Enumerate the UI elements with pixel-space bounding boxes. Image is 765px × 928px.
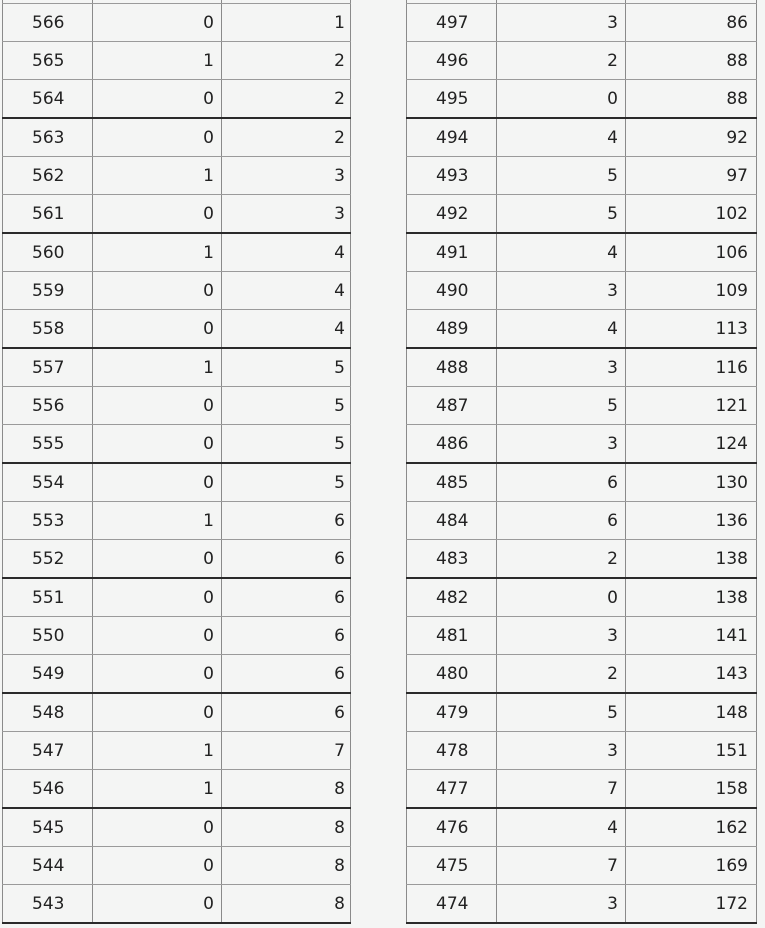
row-number-cell: 552 — [3, 540, 93, 579]
table-row — [3, 4, 351, 42]
cumulative-total-cell: 169 — [626, 847, 757, 885]
row-number-cell: 564 — [3, 80, 93, 119]
table-row — [407, 885, 757, 924]
row-number-cell: 556 — [3, 387, 93, 425]
table-row — [407, 310, 757, 349]
cumulative-total-cell: 138 — [626, 540, 757, 579]
count-cell: 2 — [497, 540, 626, 579]
count-cell: 4 — [497, 233, 626, 272]
cumulative-total-cell: 88 — [626, 42, 757, 80]
cumulative-total-cell: 2 — [222, 118, 351, 157]
count-cell: 6 — [497, 502, 626, 540]
cumulative-total-cell: 109 — [626, 272, 757, 310]
cumulative-total-cell: 130 — [626, 463, 757, 502]
count-cell: 1 — [93, 348, 222, 387]
row-number-cell: 484 — [407, 502, 497, 540]
cumulative-total-cell: 3 — [222, 195, 351, 234]
cumulative-total-cell: 1 — [222, 4, 351, 42]
row-number-cell: 548 — [3, 693, 93, 732]
count-cell: 1 — [93, 502, 222, 540]
count-cell: 1 — [93, 233, 222, 272]
cumulative-total-cell: 121 — [626, 387, 757, 425]
count-cell: 0 — [93, 578, 222, 617]
table-row — [407, 425, 757, 464]
row-number-cell: 479 — [407, 693, 497, 732]
cumulative-total-cell: 5 — [222, 348, 351, 387]
table-row — [407, 808, 757, 847]
count-cell: 0 — [93, 118, 222, 157]
row-number-cell: 549 — [3, 655, 93, 694]
count-cell: 0 — [93, 310, 222, 349]
row-number-cell: 563 — [3, 118, 93, 157]
row-number-cell: 546 — [3, 770, 93, 809]
cumulative-total-cell: 86 — [626, 4, 757, 42]
row-number-cell: 491 — [407, 233, 497, 272]
cumulative-total-cell: 141 — [626, 617, 757, 655]
cumulative-total-cell: 158 — [626, 770, 757, 809]
count-cell: 7 — [497, 770, 626, 809]
cumulative-total-cell: 7 — [222, 732, 351, 770]
table-row — [407, 42, 757, 80]
table-row — [407, 540, 757, 579]
table-row — [407, 655, 757, 694]
count-cell: 0 — [93, 272, 222, 310]
count-cell: 0 — [93, 425, 222, 464]
count-cell: 0 — [93, 693, 222, 732]
table-row — [407, 463, 757, 502]
cumulative-total-cell: 5 — [222, 387, 351, 425]
row-number-cell: 566 — [3, 4, 93, 42]
table-row — [407, 348, 757, 387]
cumulative-total-cell: 5 — [222, 425, 351, 464]
cumulative-total-cell: 143 — [626, 655, 757, 694]
table-row — [3, 310, 351, 349]
count-cell: 0 — [497, 80, 626, 119]
cumulative-total-cell: 138 — [626, 578, 757, 617]
row-number-cell: 481 — [407, 617, 497, 655]
count-cell: 2 — [497, 42, 626, 80]
table-row — [407, 617, 757, 655]
cumulative-total-cell: 92 — [626, 118, 757, 157]
table-row — [407, 195, 757, 234]
left-data-table — [2, 0, 351, 924]
row-number-cell: 497 — [407, 4, 497, 42]
cumulative-total-cell: 136 — [626, 502, 757, 540]
row-number-cell: 490 — [407, 272, 497, 310]
row-number-cell: 476 — [407, 808, 497, 847]
count-cell: 5 — [497, 195, 626, 234]
row-number-cell: 553 — [3, 502, 93, 540]
table-row — [3, 885, 351, 924]
table-row — [3, 808, 351, 847]
cumulative-total-cell: 2 — [222, 80, 351, 119]
table-row — [407, 732, 757, 770]
table-row — [3, 502, 351, 540]
cumulative-total-cell: 113 — [626, 310, 757, 349]
table-row — [407, 693, 757, 732]
cumulative-total-cell: 8 — [222, 885, 351, 924]
count-cell: 0 — [93, 847, 222, 885]
cumulative-total-cell: 172 — [626, 885, 757, 924]
left-table-body — [3, 0, 351, 923]
right-table-body — [407, 0, 757, 923]
row-number-cell: 487 — [407, 387, 497, 425]
cumulative-total-cell: 3 — [222, 157, 351, 195]
row-number-cell: 554 — [3, 463, 93, 502]
table-row — [3, 693, 351, 732]
table-row — [3, 118, 351, 157]
count-cell: 0 — [93, 885, 222, 924]
row-number-cell: 551 — [3, 578, 93, 617]
count-cell: 7 — [497, 847, 626, 885]
count-cell: 6 — [497, 463, 626, 502]
row-number-cell: 475 — [407, 847, 497, 885]
table-row — [3, 272, 351, 310]
row-number-cell: 480 — [407, 655, 497, 694]
row-number-cell: 545 — [3, 808, 93, 847]
count-cell: 3 — [497, 732, 626, 770]
count-cell: 1 — [93, 42, 222, 80]
table-row — [407, 847, 757, 885]
table-row — [3, 387, 351, 425]
table-row — [3, 463, 351, 502]
count-cell: 0 — [93, 655, 222, 694]
cumulative-total-cell: 97 — [626, 157, 757, 195]
table-row — [407, 80, 757, 119]
cumulative-total-cell: 8 — [222, 808, 351, 847]
cumulative-total-cell: 4 — [222, 272, 351, 310]
count-cell: 3 — [497, 4, 626, 42]
table-row — [3, 578, 351, 617]
cumulative-total-cell: 88 — [626, 80, 757, 119]
count-cell: 0 — [93, 387, 222, 425]
count-cell: 0 — [93, 463, 222, 502]
row-number-cell: 557 — [3, 348, 93, 387]
cumulative-total-cell: 5 — [222, 463, 351, 502]
cumulative-total-cell: 102 — [626, 195, 757, 234]
count-cell: 0 — [93, 4, 222, 42]
row-number-cell: 555 — [3, 425, 93, 464]
cumulative-total-cell: 148 — [626, 693, 757, 732]
row-number-cell: 562 — [3, 157, 93, 195]
table-row — [3, 42, 351, 80]
table-row — [3, 157, 351, 195]
table-row — [3, 847, 351, 885]
row-number-cell: 550 — [3, 617, 93, 655]
row-number-cell: 474 — [407, 885, 497, 924]
count-cell: 3 — [497, 348, 626, 387]
row-number-cell: 483 — [407, 540, 497, 579]
table-row — [3, 770, 351, 809]
row-number-cell: 565 — [3, 42, 93, 80]
table-row — [3, 540, 351, 579]
cumulative-total-cell: 4 — [222, 310, 351, 349]
count-cell: 1 — [93, 770, 222, 809]
count-cell: 4 — [497, 118, 626, 157]
cumulative-total-cell: 2 — [222, 42, 351, 80]
cumulative-total-cell: 8 — [222, 770, 351, 809]
cumulative-total-cell: 8 — [222, 847, 351, 885]
table-row — [407, 118, 757, 157]
table-row — [3, 655, 351, 694]
count-cell: 1 — [93, 157, 222, 195]
table-row — [3, 80, 351, 119]
cumulative-total-cell: 4 — [222, 233, 351, 272]
table-row — [3, 425, 351, 464]
cumulative-total-cell: 151 — [626, 732, 757, 770]
cumulative-total-cell: 124 — [626, 425, 757, 464]
cumulative-total-cell: 116 — [626, 348, 757, 387]
table-row — [407, 272, 757, 310]
count-cell: 2 — [497, 655, 626, 694]
cumulative-total-cell: 106 — [626, 233, 757, 272]
cumulative-total-cell: 6 — [222, 655, 351, 694]
row-number-cell: 496 — [407, 42, 497, 80]
right-data-table — [406, 0, 757, 924]
row-number-cell: 547 — [3, 732, 93, 770]
row-number-cell: 488 — [407, 348, 497, 387]
row-number-cell: 486 — [407, 425, 497, 464]
count-cell: 0 — [93, 617, 222, 655]
row-number-cell: 544 — [3, 847, 93, 885]
table-row — [407, 387, 757, 425]
table-row — [407, 157, 757, 195]
row-number-cell: 485 — [407, 463, 497, 502]
table-row — [407, 770, 757, 809]
cumulative-total-cell: 6 — [222, 502, 351, 540]
table-row — [407, 233, 757, 272]
row-number-cell: 558 — [3, 310, 93, 349]
cumulative-total-cell: 6 — [222, 578, 351, 617]
row-number-cell: 477 — [407, 770, 497, 809]
row-number-cell: 543 — [3, 885, 93, 924]
count-cell: 3 — [497, 617, 626, 655]
row-number-cell: 489 — [407, 310, 497, 349]
row-number-cell: 559 — [3, 272, 93, 310]
table-row — [3, 617, 351, 655]
table-row — [407, 502, 757, 540]
table-row — [3, 732, 351, 770]
row-number-cell: 495 — [407, 80, 497, 119]
cumulative-total-cell: 6 — [222, 693, 351, 732]
table-row — [3, 195, 351, 234]
count-cell: 5 — [497, 387, 626, 425]
count-cell: 0 — [93, 80, 222, 119]
row-number-cell: 561 — [3, 195, 93, 234]
cumulative-total-cell: 6 — [222, 617, 351, 655]
row-number-cell: 493 — [407, 157, 497, 195]
row-number-cell: 482 — [407, 578, 497, 617]
count-cell: 0 — [93, 540, 222, 579]
table-row — [407, 4, 757, 42]
count-cell: 5 — [497, 157, 626, 195]
table-row — [3, 233, 351, 272]
count-cell: 4 — [497, 310, 626, 349]
table-row — [407, 578, 757, 617]
count-cell: 3 — [497, 425, 626, 464]
count-cell: 5 — [497, 693, 626, 732]
row-number-cell: 492 — [407, 195, 497, 234]
count-cell: 0 — [93, 808, 222, 847]
cumulative-total-cell: 6 — [222, 540, 351, 579]
count-cell: 3 — [497, 885, 626, 924]
row-number-cell: 560 — [3, 233, 93, 272]
count-cell: 0 — [497, 578, 626, 617]
count-cell: 4 — [497, 808, 626, 847]
row-number-cell: 494 — [407, 118, 497, 157]
count-cell: 3 — [497, 272, 626, 310]
row-number-cell: 478 — [407, 732, 497, 770]
cumulative-total-cell: 162 — [626, 808, 757, 847]
table-row — [3, 348, 351, 387]
count-cell: 1 — [93, 732, 222, 770]
count-cell: 0 — [93, 195, 222, 234]
